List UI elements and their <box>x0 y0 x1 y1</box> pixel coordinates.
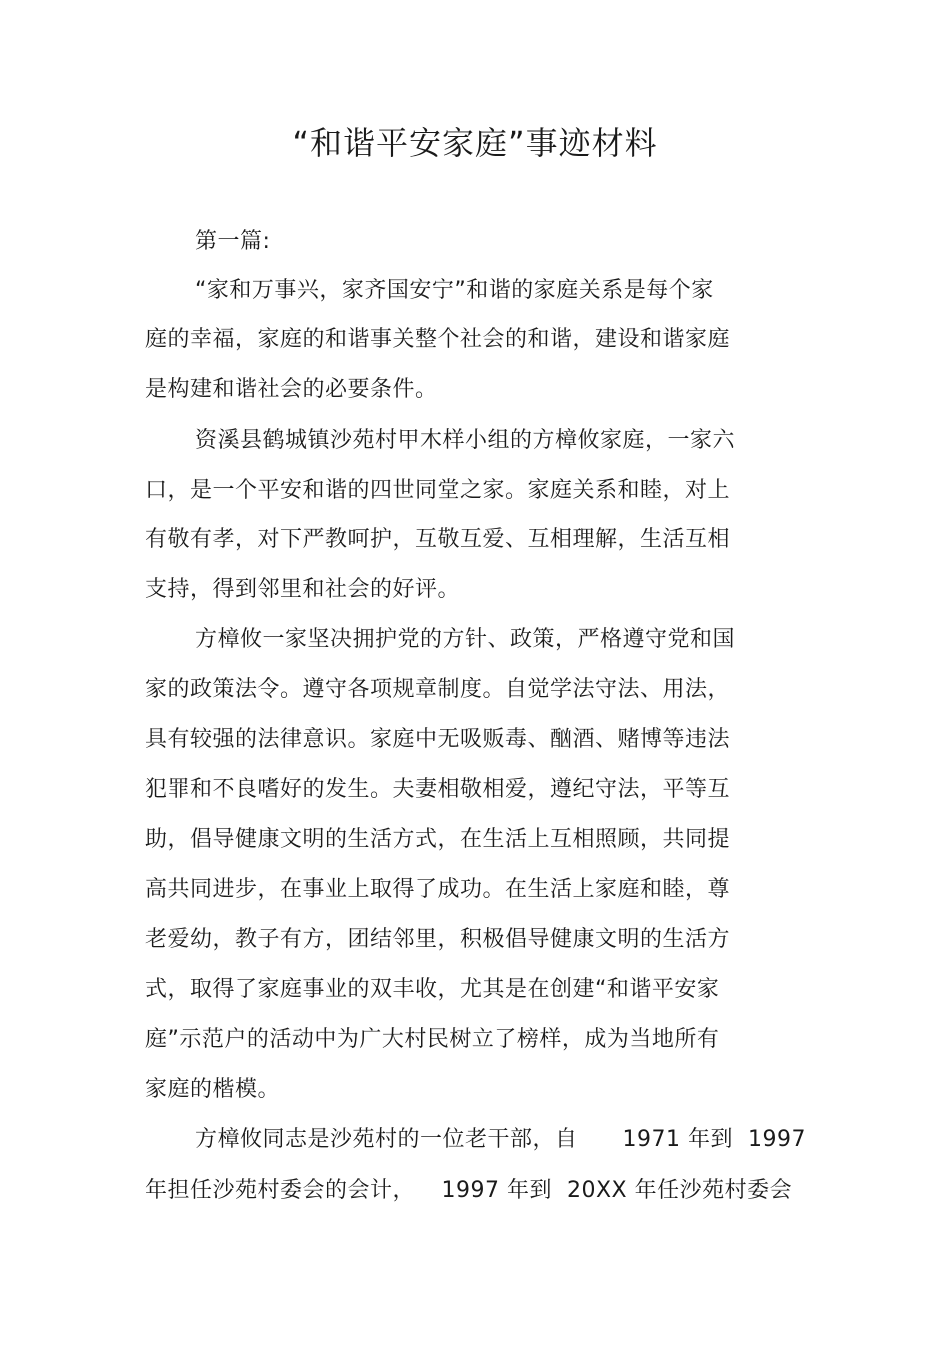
paragraph-line: 有敬有孝，对下严教呵护，互敬互爱、互相理解，生活互相 <box>145 527 731 552</box>
paragraph-line: 家庭的楷模。 <box>145 1077 281 1102</box>
paragraph-line: 助，倡导健康文明的生活方式，在生活上互相照顾，共同提 <box>145 827 731 852</box>
paragraph-line: 口，是一个平安和谐的四世同堂之家。家庭关系和睦，对上 <box>145 478 731 503</box>
paragraph-line: 年担任沙苑村委会的会计， 1997 年到 20XX 年任沙苑村委会 <box>145 1178 793 1203</box>
paragraph-line: 庭”示范户的活动中为广大村民树立了榜样，成为当地所有 <box>145 1027 720 1052</box>
paragraph-line: “家和万事兴，家齐国安宁”和谐的家庭关系是每个家 <box>195 278 714 303</box>
paragraph-line: 式，取得了家庭事业的双丰收，尤其是在创建“和谐平安家 <box>145 977 720 1002</box>
paragraph-line: 资溪县鹤城镇沙苑村甲木样小组的方樟攸家庭，一家六 <box>195 428 736 453</box>
paragraph-line: 犯罪和不良嗜好的发生。夫妻相敬相爱，遵纪守法，平等互 <box>145 777 731 802</box>
paragraph-line: 支持，得到邻里和社会的好评。 <box>145 577 461 602</box>
paragraph-line: 是构建和谐社会的必要条件。 <box>145 377 438 402</box>
paragraph-line: 方樟攸同志是沙苑村的一位老干部，自 1971 年到 1997 <box>195 1127 806 1152</box>
paragraph-line: 高共同进步，在事业上取得了成功。在生活上家庭和睦，尊 <box>145 877 731 902</box>
paragraph-line: 具有较强的法律意识。家庭中无吸贩毒、酗酒、赌博等违法 <box>145 727 731 752</box>
paragraph-line: 方樟攸一家坚决拥护党的方针、政策，严格遵守党和国 <box>195 627 736 652</box>
paragraph-line: 老爱幼，教子有方，团结邻里，积极倡导健康文明的生活方 <box>145 927 731 952</box>
section-heading: 第一篇: <box>195 229 271 254</box>
document-title: “和谐平安家庭”事迹材料 <box>292 124 658 162</box>
paragraph-line: 庭的幸福，家庭的和谐事关整个社会的和谐，建设和谐家庭 <box>145 327 731 352</box>
paragraph-line: 家的政策法令。遵守各项规章制度。自觉学法守法、用法， <box>145 677 731 702</box>
